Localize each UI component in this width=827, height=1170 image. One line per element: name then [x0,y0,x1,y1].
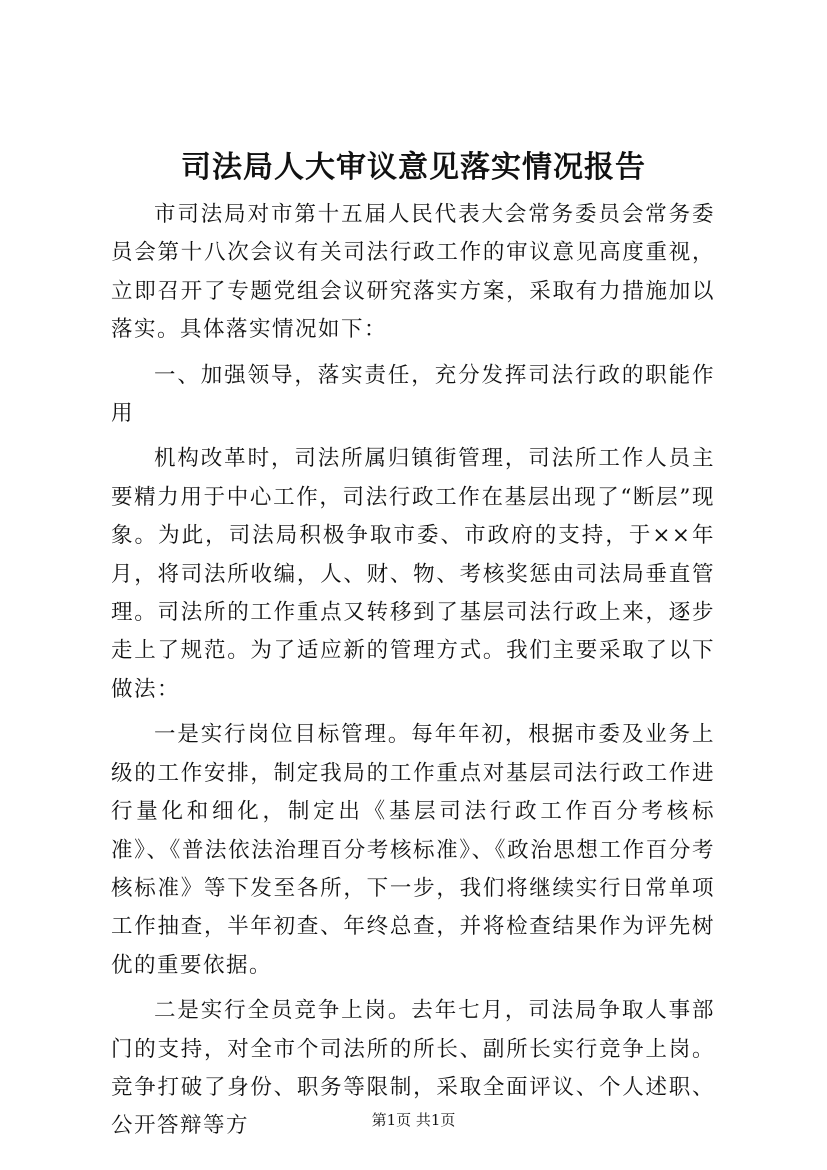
paragraph-intro: 市司法局对市第十五届人民代表大会常务委员会常务委员会第十八次会议有关司法行政工作的审议意见高度重视，立即召开了专题党组会议研究落实方案，采取有力措施加以落实。具体落实情况如下： [111,202,715,343]
section-heading-1: 一、加强领导，落实责任，充分发挥司法行政的职能作用 [111,362,715,427]
page-footer: 第1页 共1页 [371,1111,456,1129]
paragraph-target-management: 一是实行岗位目标管理。每年年初，根据市委及业务上级的工作安排，制定我局的工作重点对基层司法行政工作进行量化和细化，制定出《基层司法行政工作百分考核标准》、《普法依法治理百分考核标准》、《政治思想工作百分考核标准》等下发至各所，下一步，我们将继续实行日常单项工作抽查，半年初查、年终总查，并将检查结果作为评先树优的重要依据。 [111,722,715,978]
paragraph-reform: 机构改革时，司法所属归镇街管理，司法所工作人员主要精力用于中心工作，司法行政工作在基层出现了“断层”现象。为此，司法局积极争取市委、市政府的支持，于××年月，将司法所收编，人、财、物、考核奖惩由司法局垂直管理。司法所的工作重点又转移到了基层司法行政上来，逐步走上了规范。为了适应新的管理方式。我们主要采取了以下做法： [111,446,715,702]
document-body [111,196,715,1146]
document-title: 司法局人大审议意见落实情况报告 [181,150,646,185]
paragraph-competitive-posts: 二是实行全员竞争上岗。去年七月，司法局争取人事部门的支持，对全市个司法所的所长、副所长实行竞争上岗。竞争打破了身份、职务等限制，采取全面评议、个人述职、公开答辩等方 [111,998,715,1139]
